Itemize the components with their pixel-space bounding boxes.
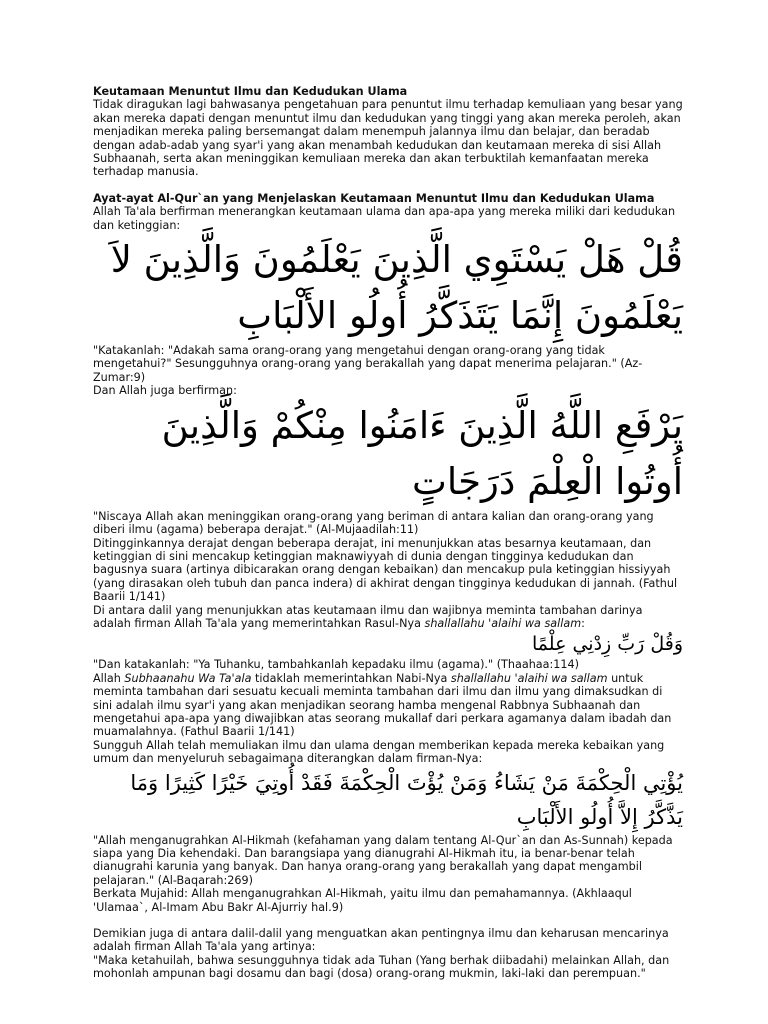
arabic-verse-al-mujaadilah: يَرْفَعِ اللَّهُ الَّذِينَ ءَامَنُوا مِنْكُمْ وَالَّذِينَ أُوتُوا الْعِلْمَ دَرَجَاتٍ bbox=[161, 403, 683, 503]
paragraph-demikian: Demikian juga di antara dalil-dalil yang menguatkan akan pentingnya ilmu dan keharusan mencarinya adalah firman Allah Ta'ala yang artinya: bbox=[93, 927, 669, 954]
spacer bbox=[93, 179, 683, 192]
heading-ayat: Ayat-ayat Al-Qur`an yang Menjelaskan Keutamaan Menuntut Ilmu dan Kedudukan Ulama bbox=[93, 191, 655, 205]
paragraph-intro: Tidak diragukan lagi bahwasanya pengetahuan para penuntut ilmu terhadap kemuliaan yang besar yang akan mereka dapati dengan menuntut ilmu dan kedudukan yang tinggi yang akan mereka peroleh, akan menjadikan mereka paling bersemangat dalam menempuh jalannya ilmu dan belajar, dan beradab dengan adab-adab yang syar'i yang akan menambah kedudukan dan keutamaan mereka di sisi Allah Subhaanah, serta akan meninggikan kemuliaan mereka dan akan terbuktilah kemanfaatan mereka terhadap manusia. bbox=[93, 98, 683, 179]
paragraph-derajat: Ditingginkannya derajat dengan beberapa derajat, ini menunjukkan atas besarnya keutamaan, dan ketinggian di sini mencakup ketinggian maknawiyyah di dunia dengan tingginya kedudukan dan bagusnya suara (artinya dibicarakan orang dengan kebaikan) dan mencakup pula ketinggian hissiyyah (yang dirasakan oleh tubuh dan panca indera) di akhirat dengan tingginya kedudukan di jannah. (Fathul Baarii 1/141) bbox=[93, 536, 678, 604]
translation-al-mujaadilah: "Niscaya Allah akan meninggikan orang-orang yang beriman di antara kalian dan orang-orang yang diberi ilmu (agama) beberapa derajat." (Al-Mujaadilah:11) bbox=[93, 509, 654, 537]
spacer bbox=[93, 914, 683, 927]
paragraph-ayat-intro: Allah Ta'ala berfirman menerangkan keutamaan ulama dan apa-apa yang mereka miliki dari kedudukan dan ketinggian: bbox=[93, 205, 676, 232]
paragraph-dan-allah: Dan Allah juga berfirman: bbox=[93, 384, 237, 398]
translation-al-baqarah: "Allah menganugrahkan Al-Hikmah (kefahaman yang dalam tentang Al-Qur`an dan As-Sunnah) kepada siapa yang Dia kehendaki. Dan barangsiapa yang dianugrahi Al-Hikmah itu, ia benar-benar telah dianugrahi karunia yang banyak. Dan hanya orang-orang yang berakallah yang dapat mengambil pelajaran." (Al-Baqarah:269) bbox=[93, 833, 673, 887]
paragraph-perintah-ilmu: Allah Subhaanahu Wa Ta'ala tidaklah memerintahkan Nabi-Nya shallallahu 'alaihi wa sallam untuk meminta tambahan dari sesuatu kecuali meminta tambahan dari ilmu dan ilmu yang dimaksudkan di sini adalah ilmu syar'i yang akan menjadikan seorang hamba mengenal Rabbnya Subhaanah dan mengetahui apa-apa yang diwajibkan atas seorang mukallaf dari perkara agamanya dalam ibadah dan muamalahnya. (Fathul Baarii 1/141) bbox=[93, 671, 672, 739]
heading-keutamaan: Keutamaan Menuntut Ilmu dan Kedudukan Ulama bbox=[93, 85, 408, 98]
arabic-verse-al-baqarah: يُؤْتِي الْحِكْمَةَ مَنْ يَشَاءُ وَمَنْ يُؤْتَ الْحِكْمَةَ فَقَدْ أُوتِيَ خَيْرًا كَثِيرًا وَمَا يَذَّكَّرُ إِلاَّ أُولُو الأَلْبَابِ bbox=[130, 770, 683, 829]
paragraph-mujahid: Berkata Mujahid: Allah menganugrahkan Al-Hikmah, yaitu ilmu dan pemahamannya. (Akhlaaqul 'Ulamaa`, Al-Imam Abu Bakr Al-Ajurriy hal.9) bbox=[93, 887, 632, 914]
document-body bbox=[93, 85, 683, 981]
paragraph-memuliakan-ilmu: Sungguh Allah telah memuliakan ilmu dan ulama dengan memberikan kepada mereka kebaikan yang umum dan menyeluruh sebagaimana diterangkan dalam firman-Nya: bbox=[93, 738, 665, 766]
translation-muhammad: "Maka ketahuilah, bahwa sesungguhnya tidak ada Tuhan (Yang berhak diibadahi) melainkan Allah, dan mohonlah ampunan bagi dosamu dan bagi (dosa) orang-orang mukmin, laki-laki dan perempuan." bbox=[93, 953, 670, 981]
translation-thaahaa: "Dan katakanlah: "Ya Tuhanku, tambahkanlah kepadaku ilmu (agama)." (Thaahaa:114) bbox=[93, 658, 579, 672]
paragraph-dalil-tambahan: Di antara dalil yang menunjukkan atas keutamaan ilmu dan wajibnya meminta tambahan darinya adalah firman Allah Ta'ala yang memerintahkan Rasul-Nya shallallahu 'alaihi wa sallam: bbox=[93, 603, 643, 630]
translation-az-zumar: "Katakanlah: "Adakah sama orang-orang yang mengetahui dengan orang-orang yang tidak mengetahui?" Sesungguhnya orang-orang yang berakallah yang dapat menerima pelajaran." (Az-Zumar:9) bbox=[93, 344, 643, 384]
arabic-verse-thaahaa: وَقُلْ رَبِّ زِدْنِي عِلْمًا bbox=[532, 633, 683, 656]
arabic-verse-az-zumar: قُلْ هَلْ يَسْتَوِي الَّذِينَ يَعْلَمُونَ وَالَّذِينَ لاَ يَعْلَمُونَ إِنَّمَا يَتَذَكَّرُ أُولُو الأَلْبَابِ bbox=[110, 238, 683, 338]
